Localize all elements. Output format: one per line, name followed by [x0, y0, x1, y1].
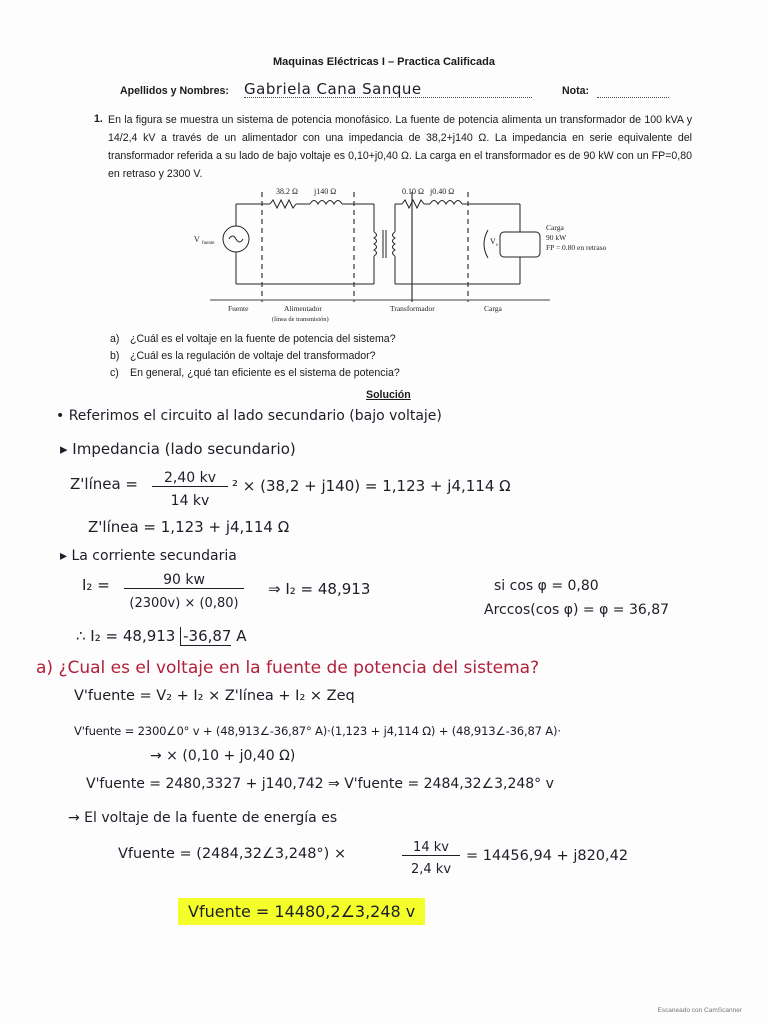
load-voltage-subscript: s [496, 243, 498, 248]
problem-number: 1. [94, 113, 103, 125]
section-feeder-sub: (línea de transmisión) [272, 316, 329, 323]
hw-z-lhs: Z'línea = [70, 475, 138, 493]
solution-title: Solución [366, 389, 411, 401]
load-label-2: 90 kW [546, 233, 567, 242]
hw-question-a: a) ¿Cual es el voltaje en la fuente de potencia del sistema? [36, 658, 540, 678]
hw-i-den: (2300v) × (0,80) [129, 596, 239, 611]
hw-v6-rhs: = 14456,94 + j820,42 [466, 848, 629, 864]
problem-statement: En la figura se muestra un sistema de potencia monofásico. La fuente de potencia alimenta un transformador de 100 kVA y 14/2,4 kV a través de un alimentador con una impedancia de 38,2+j140 Ω. La impedancia en serie equivalente del transformador referida a su lado de bajo voltaje es 0,10+j0,40 Ω. La carga en el transformador es de 90 kW con un FP=0,80 en retraso y 2300 V. [108, 114, 692, 180]
hw-z-result: Z'línea = 1,123 + j4,114 Ω [88, 518, 290, 536]
hw-v4: V'fuente = 2480,3327 + j140,742 ⇒ V'fuente = 2484,32∠3,248° v [86, 776, 554, 792]
feeder-reactance-label: j140 Ω [314, 187, 337, 196]
hw-v6-lhs: Vfuente = (2484,32∠3,248°) × [118, 846, 347, 862]
source-voltage-label: V [194, 235, 200, 244]
questions-list [110, 331, 400, 382]
source-voltage-subscript: fuente [202, 241, 215, 246]
hw-i-num: 90 kw [124, 572, 244, 589]
hw-final-answer: Vfuente = 14480,2∠3,248 v [178, 898, 425, 925]
hw-z-rhs: ² × (38,2 + j140) = 1,123 + j4,114 Ω [232, 477, 511, 495]
nota-label: Nota: [562, 85, 590, 97]
transformer-resistance-label: 0.10 Ω [402, 187, 424, 196]
name-dotted-line [244, 97, 532, 98]
hw-i-lhs: I₂ = [82, 576, 110, 594]
hw-v2: V'fuente = 2300∠0° v + (48,913∠-36,87° A)·(1,123 + j4,114 Ω) + (48,913∠-36,87 A)· [74, 724, 561, 738]
hw-z-den: 14 kv [170, 493, 210, 509]
question-b: b) ¿Cuál es la regulación de voltaje del transformador? [110, 350, 376, 362]
hw-v3: → × (0,10 + j0,40 Ω) [150, 748, 296, 764]
question-a: a) ¿Cuál es el voltaje en la fuente de potencia del sistema? [110, 333, 396, 345]
section-transformer: Transformador [390, 304, 435, 313]
section-feeder: Alimentador [284, 304, 322, 313]
hw-line-current: ▸ La corriente secundaria [60, 548, 237, 564]
question-c: c) En general, ¿qué tan eficiente es el sistema de potencia? [110, 367, 400, 379]
transformer-reactance-label: j0.40 Ω [430, 187, 455, 196]
exam-title: Maquinas Eléctricas I – Practica Calificada [273, 56, 495, 68]
feeder-resistance-label: 38.2 Ω [276, 187, 298, 196]
load-label-3: FP = 0.80 en retraso [546, 243, 607, 252]
hw-v6-num: 14 kv [402, 840, 460, 856]
hw-i-final: ∴ I₂ = 48,913 -36,87 A [76, 627, 247, 645]
hw-line-refer: • Referimos el circuito al lado secundario (bajo voltaje) [56, 408, 442, 424]
name-label: Apellidos y Nombres: [120, 85, 229, 97]
load-voltage-label: V [490, 237, 496, 246]
hw-i-arrow: ⇒ I₂ = 48,913 [268, 580, 371, 598]
load-label-1: Carga [546, 223, 564, 232]
hw-z-num: 2,40 kv [152, 470, 228, 487]
hw-acos: Arccos(cos φ) = φ = 36,87 [484, 602, 670, 618]
section-source: Fuente [228, 304, 249, 313]
hw-cos: si cos φ = 0,80 [494, 578, 599, 594]
hw-v6-den: 2,4 kv [410, 862, 452, 877]
section-load: Carga [484, 304, 502, 313]
nota-dotted-line [597, 97, 669, 98]
student-name: Gabriela Cana Sanque [244, 80, 422, 98]
hw-v5: → El voltaje de la fuente de energía es [68, 810, 338, 826]
hw-v1: V'fuente = V₂ + I₂ × Z'línea + I₂ × Zeq [74, 688, 355, 704]
scanner-footer: Escaneado con CamScanner [657, 1007, 742, 1014]
hw-line-impedance: ▸ Impedancia (lado secundario) [60, 440, 296, 458]
circuit-diagram [190, 184, 610, 330]
